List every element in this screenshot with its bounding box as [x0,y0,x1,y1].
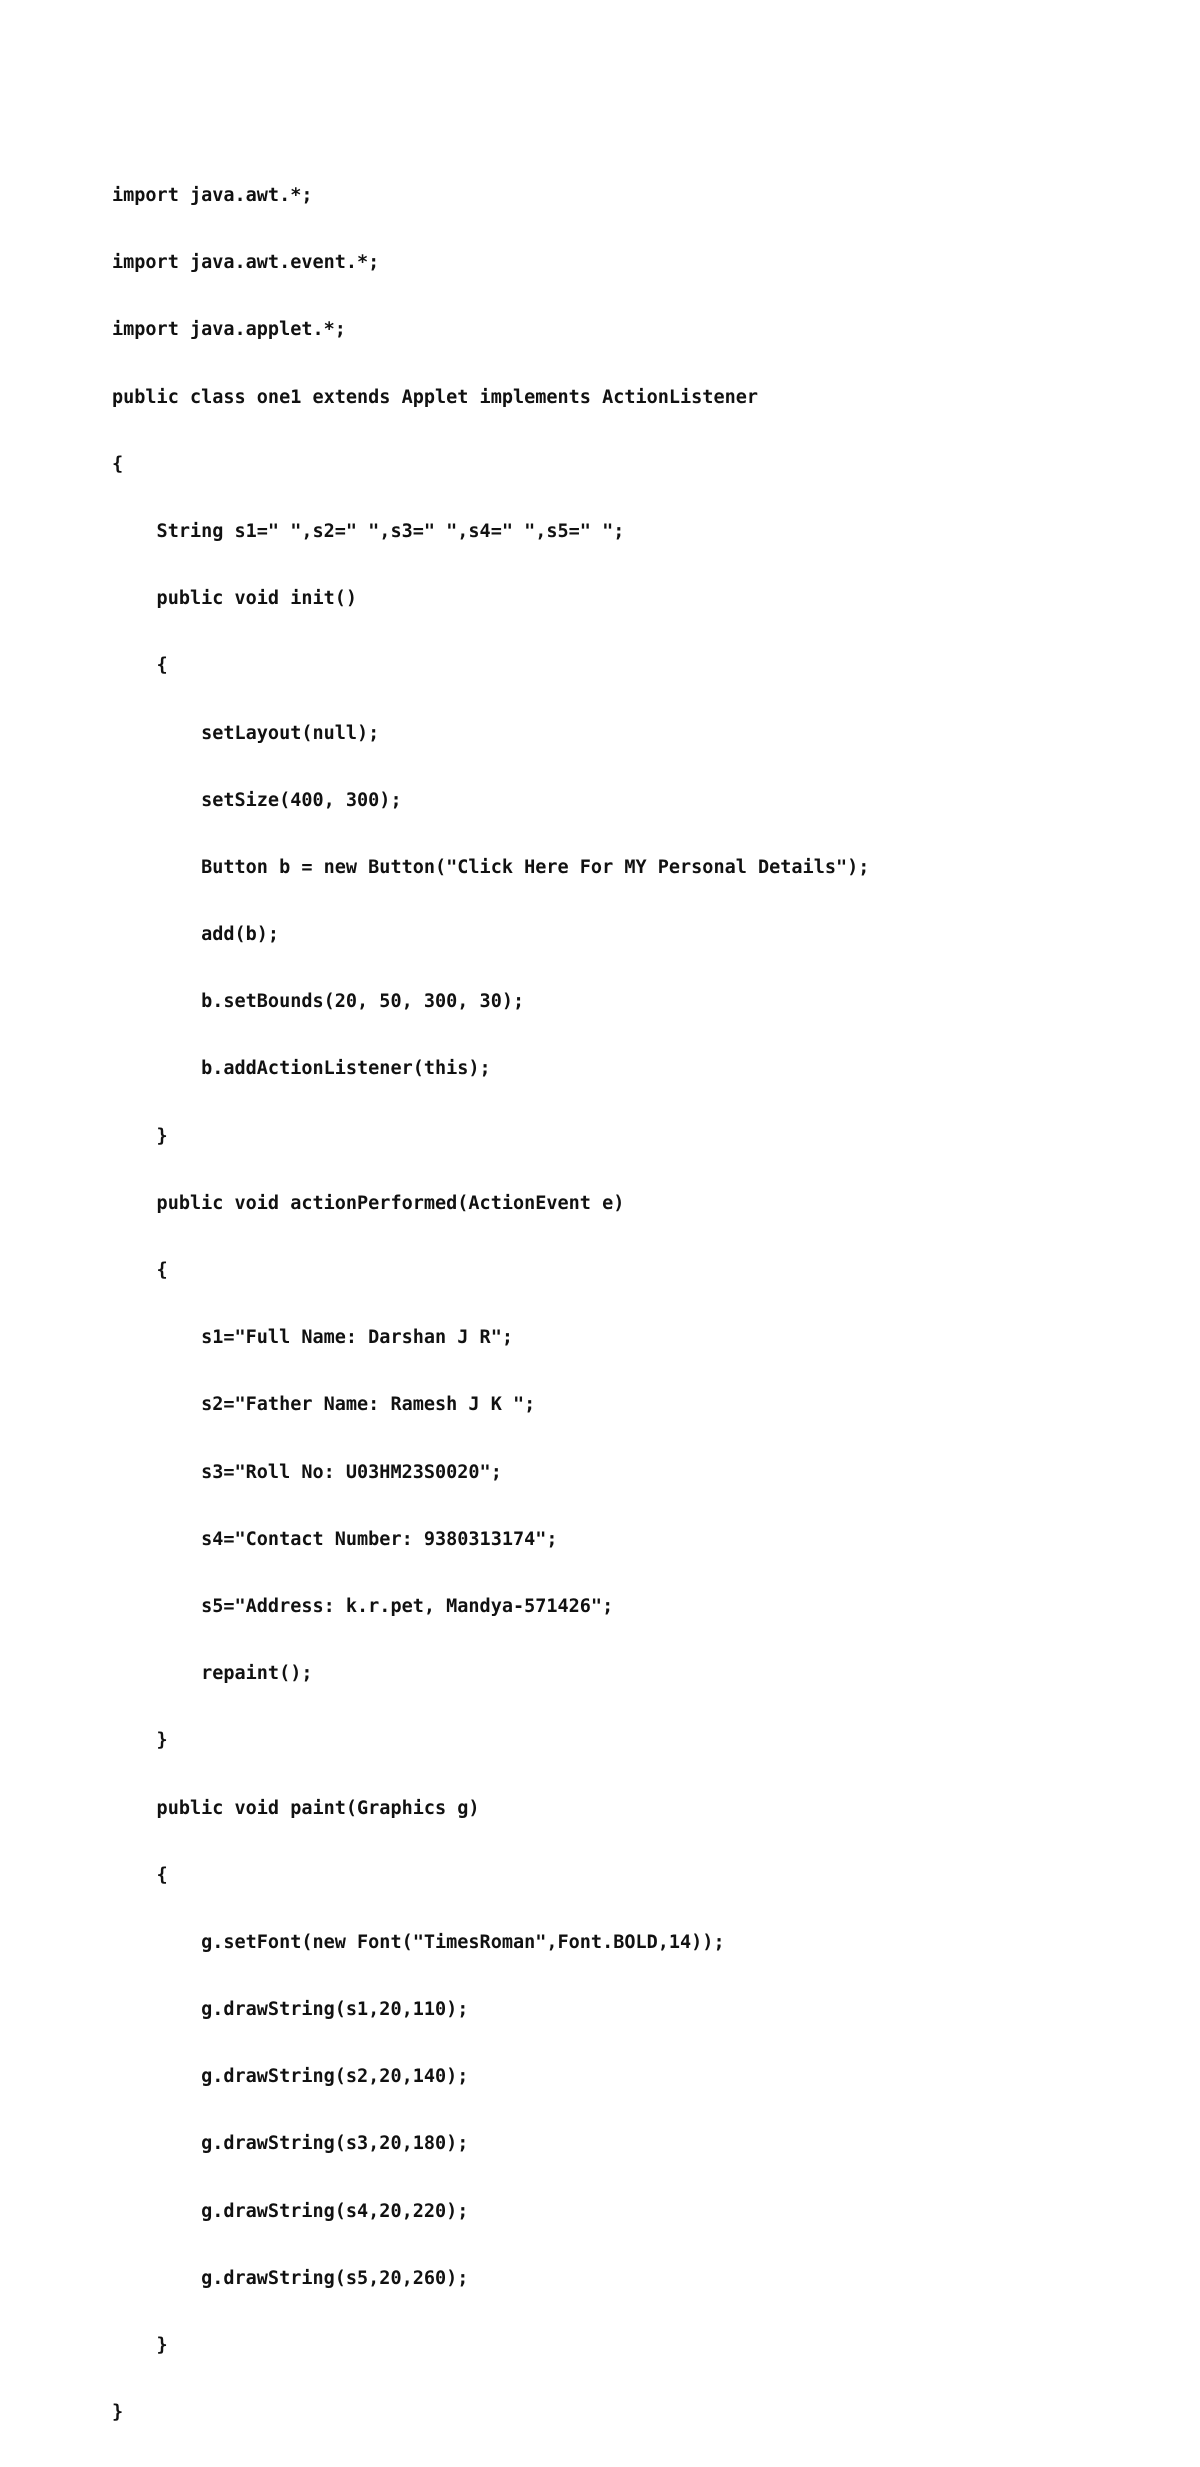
code-line: s5="Address: k.r.pet, Mandya-571426"; [112,1595,614,1617]
code-line: } [112,1730,168,1752]
code-line: g.drawString(s1,20,110); [112,1999,469,2021]
code-line: b.addActionListener(this); [112,1058,491,1080]
code-block [112,141,869,2467]
code-line: Button b = new Button("Click Here For MY Personal Details"); [112,856,870,878]
code-line: g.drawString(s3,20,180); [112,2133,469,2155]
code-line: { [112,655,168,677]
code-line: g.setFont(new Font("TimesRoman",Font.BOLD,14)); [112,1931,725,1953]
code-line: import java.applet.*; [112,319,346,341]
code-line: setLayout(null); [112,722,380,744]
code-line: { [112,1864,168,1886]
code-line: s4="Contact Number: 9380313174"; [112,1528,558,1550]
code-line: { [112,1260,168,1281]
code-line: import java.awt.event.*; [112,252,380,274]
code-line: public void actionPerformed(ActionEvent e) [112,1192,625,1214]
code-line: add(b); [112,924,280,946]
code-line: s2="Father Name: Ramesh J K "; [112,1394,536,1416]
code-line: g.drawString(s4,20,220); [112,2200,469,2222]
code-line: { [112,453,124,475]
code-line: g.drawString(s5,20,260); [112,2267,469,2289]
code-line: s3="Roll No: U03HM23S0020"; [112,1461,502,1483]
code-line: s1="Full Name: Darshan J R"; [112,1327,513,1349]
code-line: b.setBounds(20, 50, 300, 30); [112,991,525,1013]
code-line: public void paint(Graphics g) [112,1797,480,1819]
code-line: } [112,1125,168,1147]
code-line: String s1=" ",s2=" ",s3=" ",s4=" ",s5=" "; [112,520,625,542]
code-line: g.drawString(s2,20,140); [112,2066,469,2088]
code-line: repaint(); [112,1663,313,1685]
code-line: public class one1 extends Applet implements ActionListener [112,386,759,408]
code-line: } [112,2335,168,2356]
code-line: setSize(400, 300); [112,789,402,811]
code-line: } [112,2402,124,2424]
code-line: public void init() [112,588,358,610]
code-line: import java.awt.*; [112,185,313,206]
